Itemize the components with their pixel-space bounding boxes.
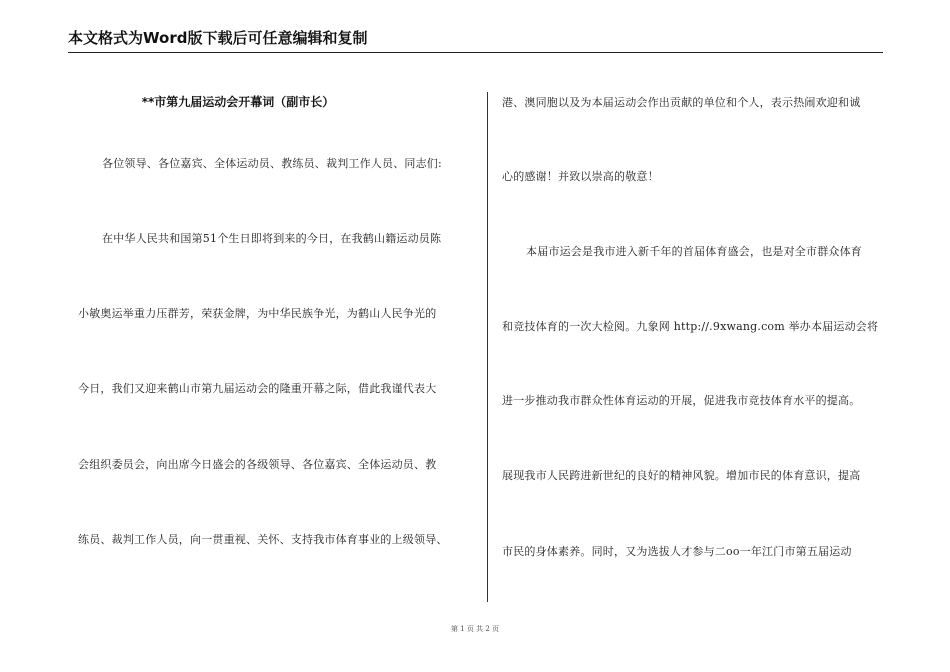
paragraph-line: 心的感谢！并致以崇高的敬意！: [502, 170, 659, 183]
paragraph-line: 港、澳同胞以及为本届运动会作出贡献的单位和个人，表示热闹欢迎和诚: [502, 96, 861, 109]
paragraph-line: 小敏奥运举重力压群芳，荣获金牌，为中华民族争光，为鹤山人民争光的: [78, 307, 437, 320]
paragraph-line: 本届市运会是我市进入新千年的首届体育盛会，也是对全市群众体育: [526, 245, 862, 258]
paragraph-line: 进一步推动我市群众性体育运动的开展，促进我市竞技体育水平的提高。: [502, 394, 861, 407]
paragraph-line: 市民的身体素养。同时，又为选拔人才参与二oo一年江门市第五届运动: [502, 545, 852, 558]
document-title: **市第九届运动会开幕词（副市长）: [141, 95, 335, 109]
paragraph-line: 和竞技体育的一次大检阅。九象网 http://.9xwang.com 举办本届运动会将: [502, 320, 879, 333]
paragraph-line: 今日，我们又迎来鹤山市第九届运动会的隆重开幕之际，借此我谨代表大: [78, 382, 437, 395]
header-banner: 本文格式为Word版下载后可任意编辑和复制: [68, 29, 368, 47]
paragraph-line: 各位领导、各位嘉宾、全体运动员、教练员、裁判工作人员、同志们:: [102, 157, 442, 170]
header-rule: [68, 52, 883, 53]
paragraph-line: 会组织委员会，向出席今日盛会的各级领导、各位嘉宾、全体运动员、教: [78, 458, 437, 471]
column-divider: [487, 92, 488, 602]
page-footer: 第 1 页 共 2 页: [450, 625, 500, 633]
paragraph-line: 展现我市人民跨进新世纪的良好的精神风貌。增加市民的体育意识，提高: [502, 469, 861, 482]
paragraph-line: 在中华人民共和国第51个生日即将到来的今日，在我鹤山籍运动员陈: [102, 232, 442, 245]
paragraph-line: 练员、裁判工作人员，向一贯重视、关怀、支持我市体育事业的上级领导、: [78, 533, 448, 546]
